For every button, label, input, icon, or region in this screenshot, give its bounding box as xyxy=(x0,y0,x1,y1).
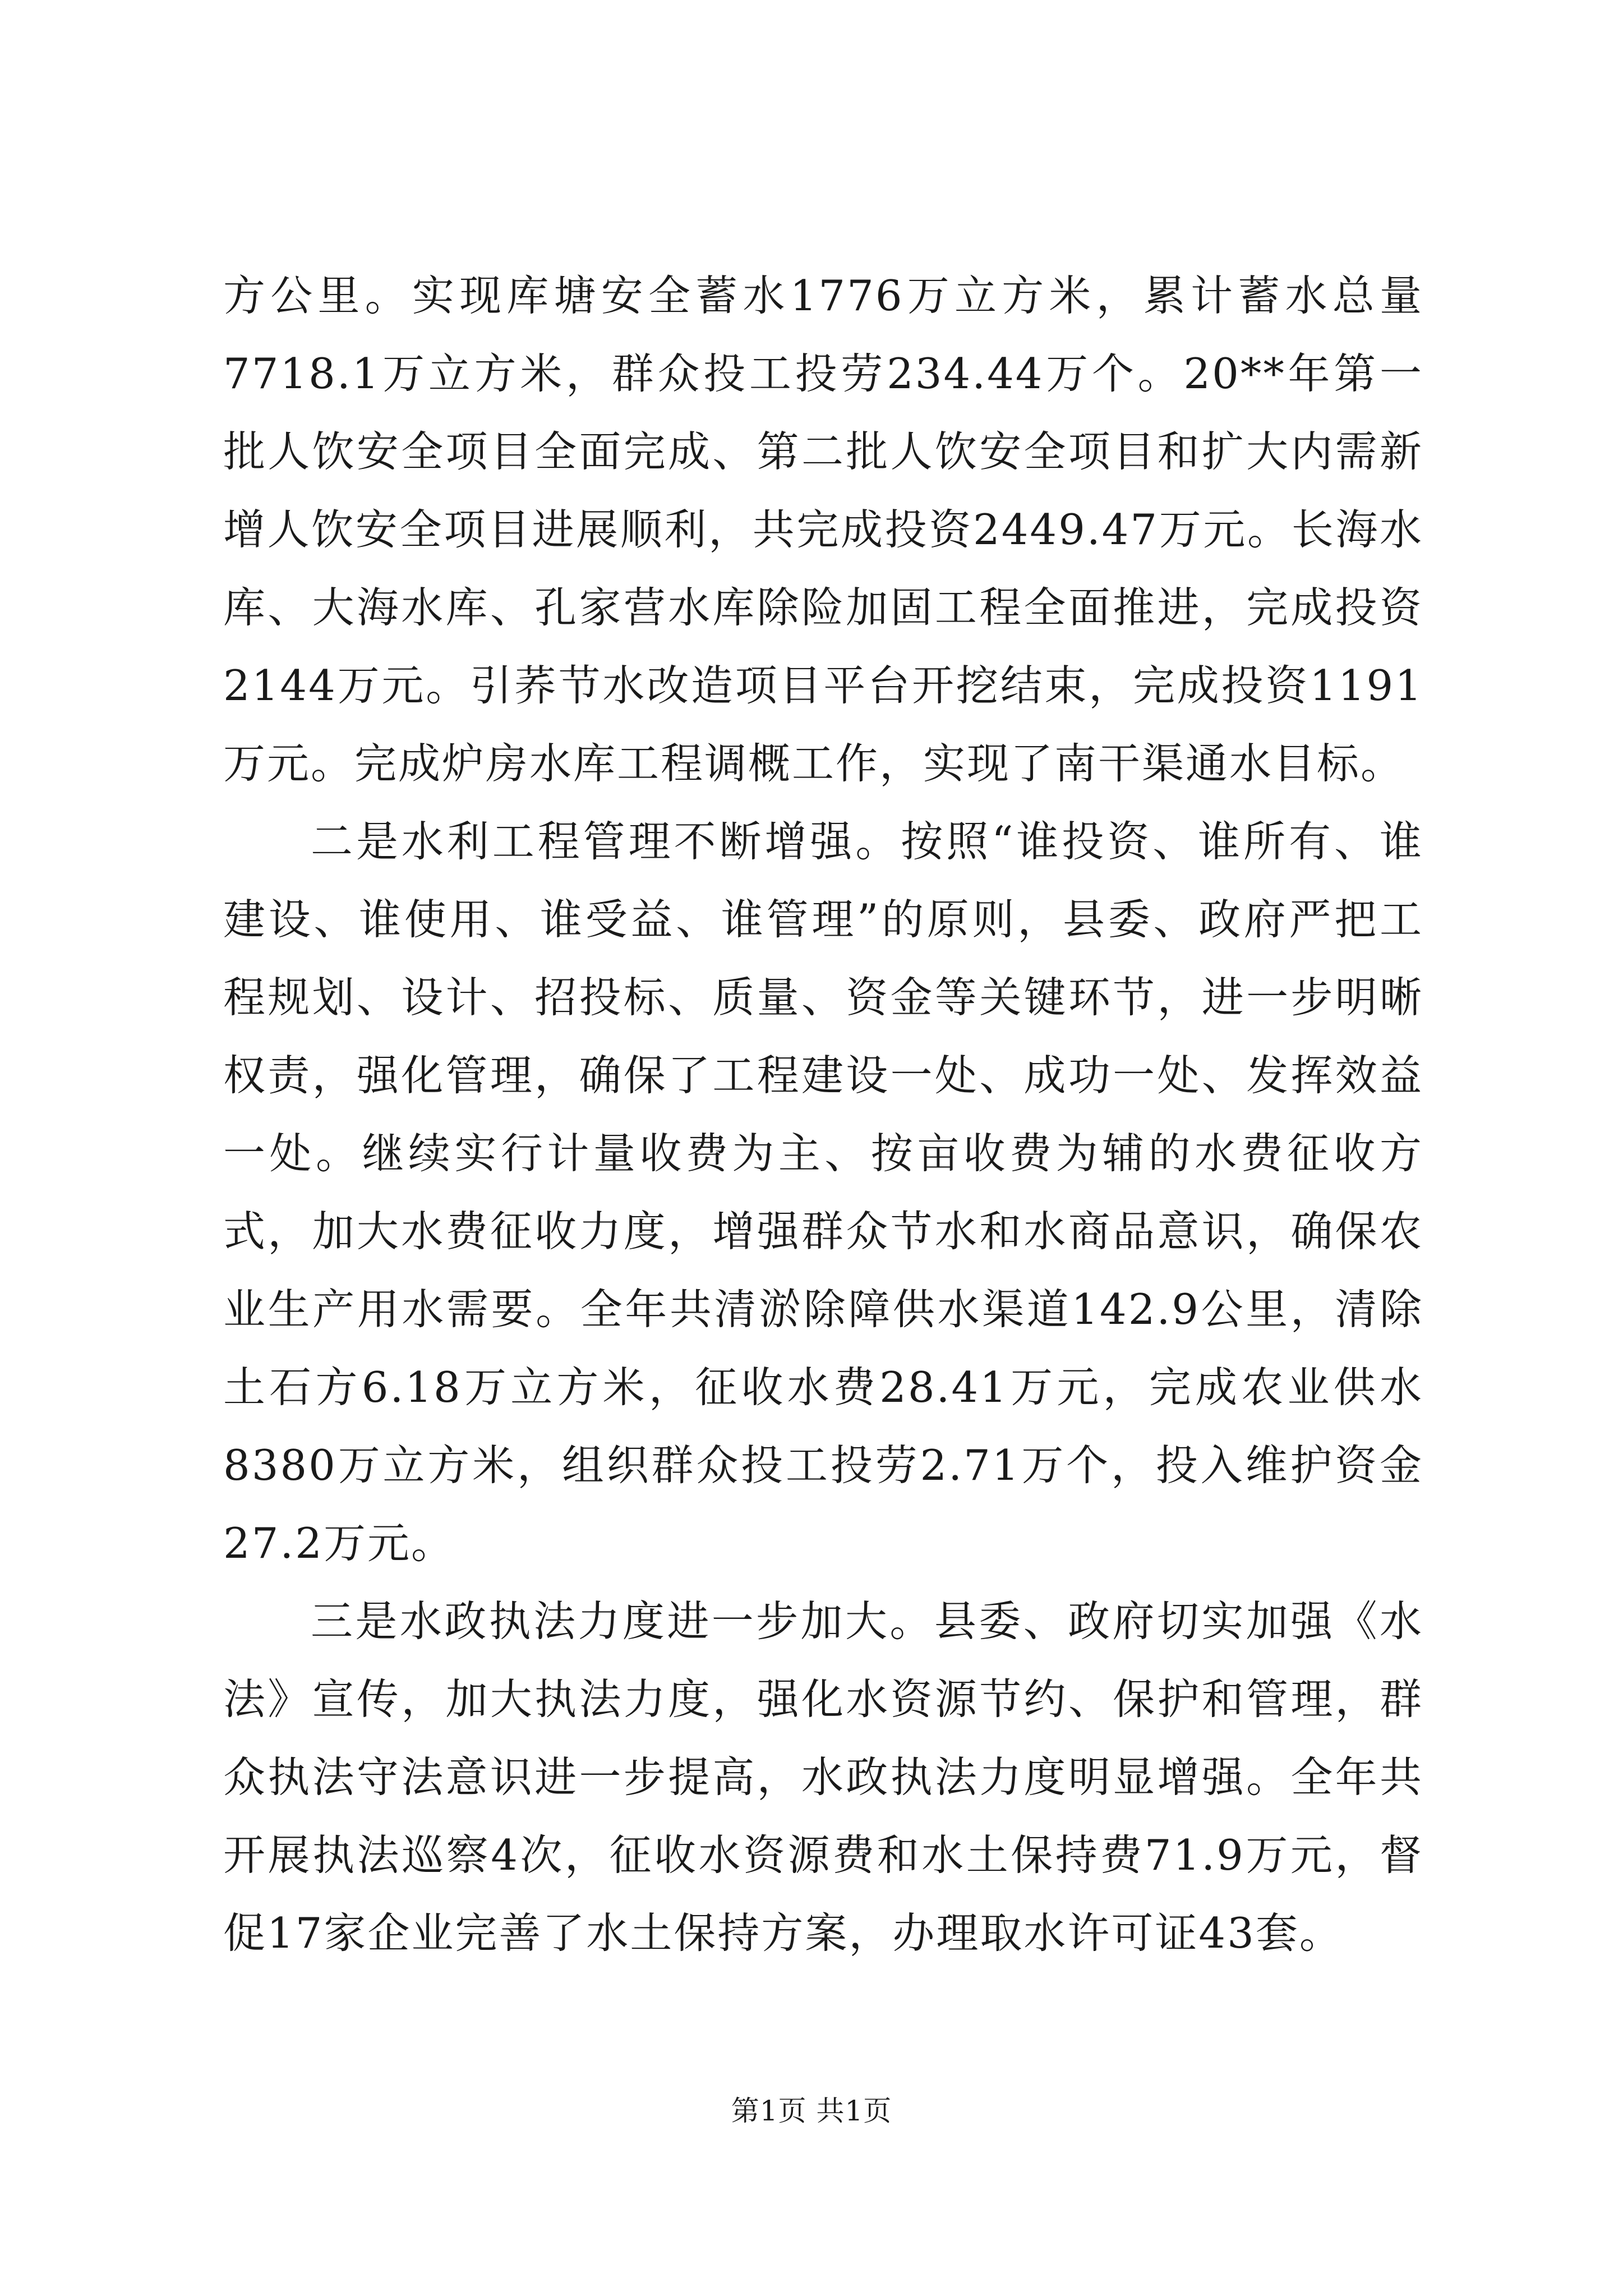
paragraph-law-enforcement: 三是水政执法力度进一步加大。县委、政府切实加强《水法》宣传，加大执法力度，强化水资源节约、保护和管理，群众执法守法意识进一步提高，水政执法力度明显增强。全年共开展执法巡察4次，征收水资源费和水土保持费71.9万元，督促17家企业完善了水土保持方案，办理取水许可证43套。 xyxy=(223,1596,1423,1958)
paragraph-water-storage-investment: 方公里。实现库塘安全蓄水1776万立方米，累计蓄水总量7718.1万立方米，群众投工投劳234.44万个。20**年第一批人饮安全项目全面完成、第二批人饮安全项目和扩大内需新增人饮安全项目进展顺利，共完成投资2449.47万元。长海水库、大海水库、孔家营水库除险加固工程全面推进，完成投资2144万元。引荞节水改造项目平台开挖结束，完成投资1191万元。完成炉房水库工程调概工作，实现了南干渠通水目标。 xyxy=(223,271,1423,788)
document-body xyxy=(223,257,1423,1972)
page-footer: 第1页 共1页 xyxy=(731,2095,892,2127)
paragraph-engineering-management: 二是水利工程管理不断增强。按照“谁投资、谁所有、谁建设、谁使用、谁受益、谁管理”的原则，县委、政府严把工程规划、设计、招投标、质量、资金等关键环节，进一步明晰权责，强化管理，确保了工程建设一处、成功一处、发挥效益一处。继续实行计量收费为主、按亩收费为辅的水费征收方式，加大水费征收力度，增强群众节水和水商品意识，确保农业生产用水需要。全年共清淤除障供水渠道142.9公里，清除土石方6.18万立方米，征收水费28.41万元，完成农业供水8380万立方米，组织群众投工投劳2.71万个，投入维护资金27.2万元。 xyxy=(223,817,1423,1568)
